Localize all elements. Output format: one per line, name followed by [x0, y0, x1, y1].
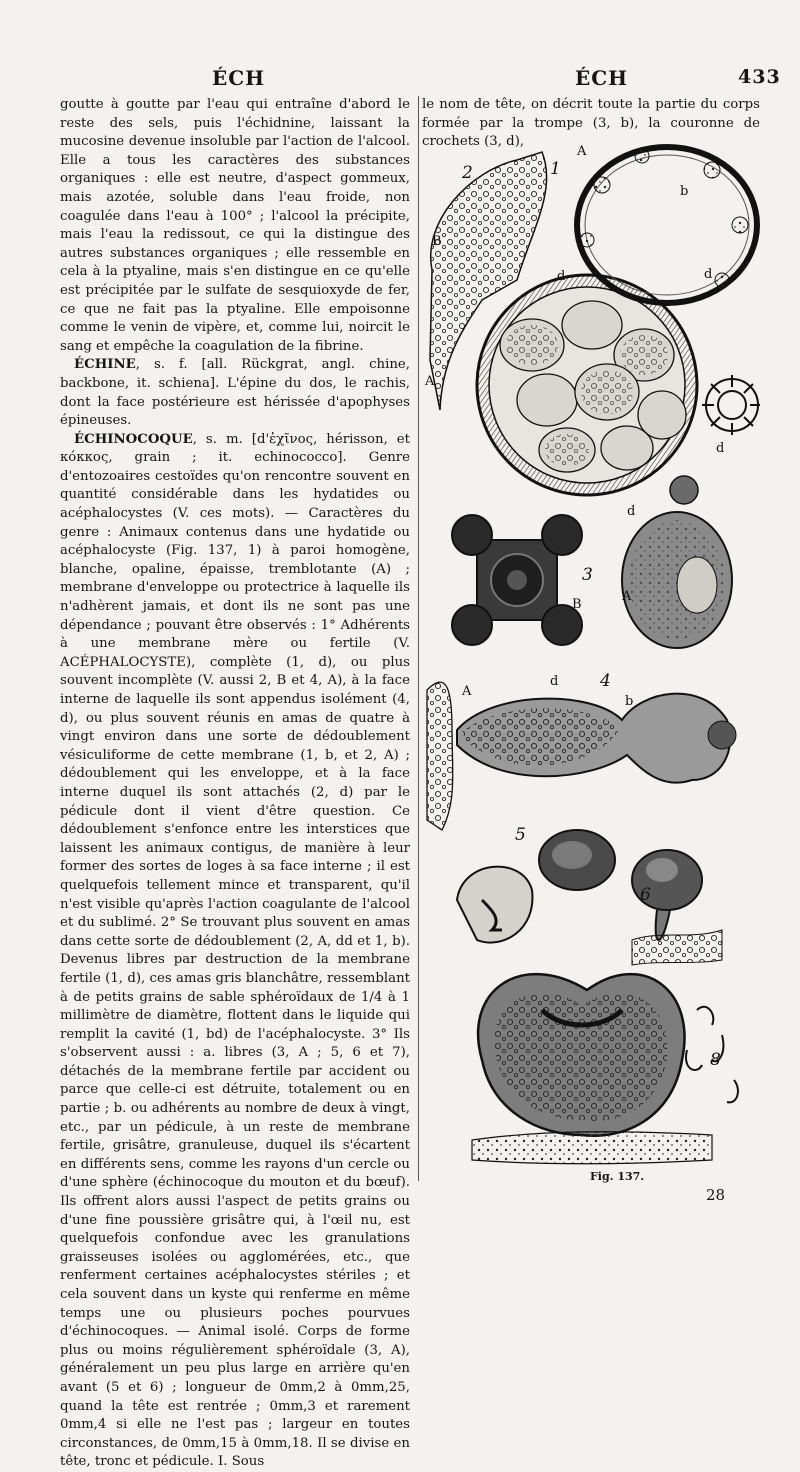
label-d-crown: d	[716, 441, 725, 456]
running-head-right: ÉCH	[575, 66, 629, 90]
figure-1-cyst	[430, 152, 697, 495]
page-number: 433	[738, 66, 781, 88]
figure-137-plate	[422, 130, 760, 1170]
entry-echine	[60, 356, 410, 430]
figure-ring-membrane	[577, 147, 757, 303]
label-b-fig4: b	[625, 694, 634, 709]
label-4: 4	[600, 671, 611, 691]
label-6: 6	[640, 885, 651, 905]
label-a-cyst: A	[425, 374, 435, 389]
figure-6-scolex	[632, 850, 722, 965]
entry-echinocoque	[60, 431, 410, 1472]
label-8: 8	[710, 1050, 721, 1070]
figure-caption: Fig. 137.	[590, 1170, 645, 1183]
right-column-text: le nom de tête, on décrit toute la partie du corps formée par la trompe (3, b), la couronne de crochets (3, d),	[422, 97, 760, 150]
label-b-cluster: B	[572, 597, 582, 612]
label-d-cyst: d	[557, 269, 566, 284]
entry-echine-body: , s. f. [all. Rückgrat, angl. chine, backbone, it. schiena]. L'épine du dos, le rachis, dont la face postérieure est hérissée d'apophyses épineuses.	[60, 357, 410, 429]
label-2: 2	[462, 163, 473, 183]
label-d-ring: d	[704, 267, 713, 282]
hooklet-crown	[702, 375, 760, 435]
paragraph-echidnine: goutte à goutte par l'eau qui entraîne d'abord le reste des sels, puis l'échidnine, laissant la mucosine devenue insoluble par l'action de l'alcool. Elle a tous les caractères des substances organiques : elle est neutre, d'aspect gommeux, mais azotée, soluble dans l'eau froide, non coagulée dans l'eau à 100° ; l'alcool la précipite, mais l'eau la redissout, ce qui la distingue des autres substances organiques ; elle ressemble en cela à la ptyaline, mais s'en distingue en ce qu'elle est précipitée par le sulfate de sesquioxyde de fer, ce que ne fait pas la ptyaline. Elle empoisonne comme le venin de vipère, et, comme lui, noircit le sang et empêche la coagulation de la fibrine.	[60, 97, 410, 354]
label-a-scolex: A	[622, 589, 632, 604]
headword-echine: ÉCHINE	[74, 357, 136, 373]
figure-3-scolex-a	[622, 476, 732, 648]
running-head-left: ÉCH	[212, 66, 266, 90]
figure-5-scolex	[457, 830, 615, 943]
entry-echinocoque-body: , s. m. [d'ἐχῖνος, hérisson, et κόκκος, grain ; it. echinococco]. Genre d'entozoaires cestoïdes qu'on rencontre souvent en quantité considérable dans les hydatides ou acéphalocystes (V. ces mots). — Caractères du genre : Animaux contenus dans une hydatide ou acéphalocyste (Fig. 137, 1) à paroi homogène, blanche, opaline, épaisse, tremblotante (A) ; membrane d'enveloppe ou protectrice à laquelle ils n'adhèrent jamais, et dont ils ne sont pas une dépendance ; pouvant être observés : 1° Adhérents à une membrane mère ou fertile (V. ACÉPHALOCYSTE), complète (1, d), ou plus souvent incomplète (V. aussi 2, B et 4, A), à la face interne de laquelle ils sont appendus isolément (4, d), ou plus souvent réunis en amas de quatre à vingt environ dans une sorte de dédoublement vésiculiforme de cette membrane (1, b, et 2, A) ; dédoublement qui les enveloppe, et à la face interne duquel ils sont attachés (2, d) par le pédicule dont il vient d'être question. Ce dédoublement s'enfonce entre les interstices que laissent les animaux contigus, de manière à leur former des sortes de loges à sa face interne ; il est quelquefois tellement mince et transparent, qu'il n'est visible qu'après l'action coagulante de l'alcool et du sublimé. 2° Se trouvant plus souvent en amas dans cette sorte de dédoublement (2, A, dd et 1, b). Devenus libres par destruction de la membrane fertile (1, d), ces amas gris blanchâtre, ressemblant à de petits grains de sable sphéroïdaux de 1/4 à 1 millimètre de diamètre, flottent dans le liquide qui remplit la cavité (1, bd) de l'acéphalocyste. 3° Ils s'observent aussi : a. libres (3, A ; 5, 6 et 7), détachés de la membrane fertile par accident ou parce que celle-ci est détruite, totalement ou en partie ; b. ou adhérents au nombre de deux à vingt, etc., par un pédicule, à un reste de membrane fertile, grisâtre, granuleuse, duquel ils s'écartent en différents sens, comme les rayons d'un cercle ou d'une sphère (échinocoque du mouton et du bœuf). Ils offrent alors aussi l'aspect de petits grains ou d'une fine poussière grisâtre qui, à l'œil nu, est quelquefois confondue avec les granulations graisseuses isolées ou agglomérées, etc., que renferment certaines acéphalocystes stériles ; et cela souvent dans un kyste qui renferme en même temps une ou plusieurs poches pourvues d'échinocoques. — Animal isolé. Corps de forme plus ou moins régulièrement sphéroïdale (3, A), généralement un peu plus large en arrière qu'en avant (5 et 6) ; longueur de 0mm,2 à 0mm,25, quand la tête est rentrée ; 0mm,3 et rarement 0mm,4 si elle ne l'est pas ; largeur en toutes circonstances, de 0mm,15 à 0mm,18. Il se divise en tête, tronc et pédicule. I. Sous	[60, 431, 410, 1470]
left-column	[60, 96, 410, 1472]
label-5: 5	[515, 825, 526, 845]
echinococcus-illustration	[422, 130, 760, 1170]
label-d-scolex: d	[627, 504, 636, 519]
label-a-fig4: A	[462, 684, 472, 699]
figure-3-cluster-b	[452, 515, 582, 645]
headword-echinocoque: ÉCHINOCOQUE	[74, 431, 193, 447]
column-divider	[418, 96, 419, 1181]
label-a-ring: A	[577, 144, 587, 159]
signature-mark: 28	[706, 1186, 726, 1204]
figure-7-large-scolex	[472, 974, 712, 1164]
figure-4-elongated	[427, 682, 736, 830]
label-b-cap: B	[432, 234, 442, 249]
label-3: 3	[582, 565, 593, 585]
label-d-fig4: d	[550, 674, 559, 689]
label-b-ring: b	[680, 184, 689, 199]
label-1: 1	[550, 159, 561, 179]
